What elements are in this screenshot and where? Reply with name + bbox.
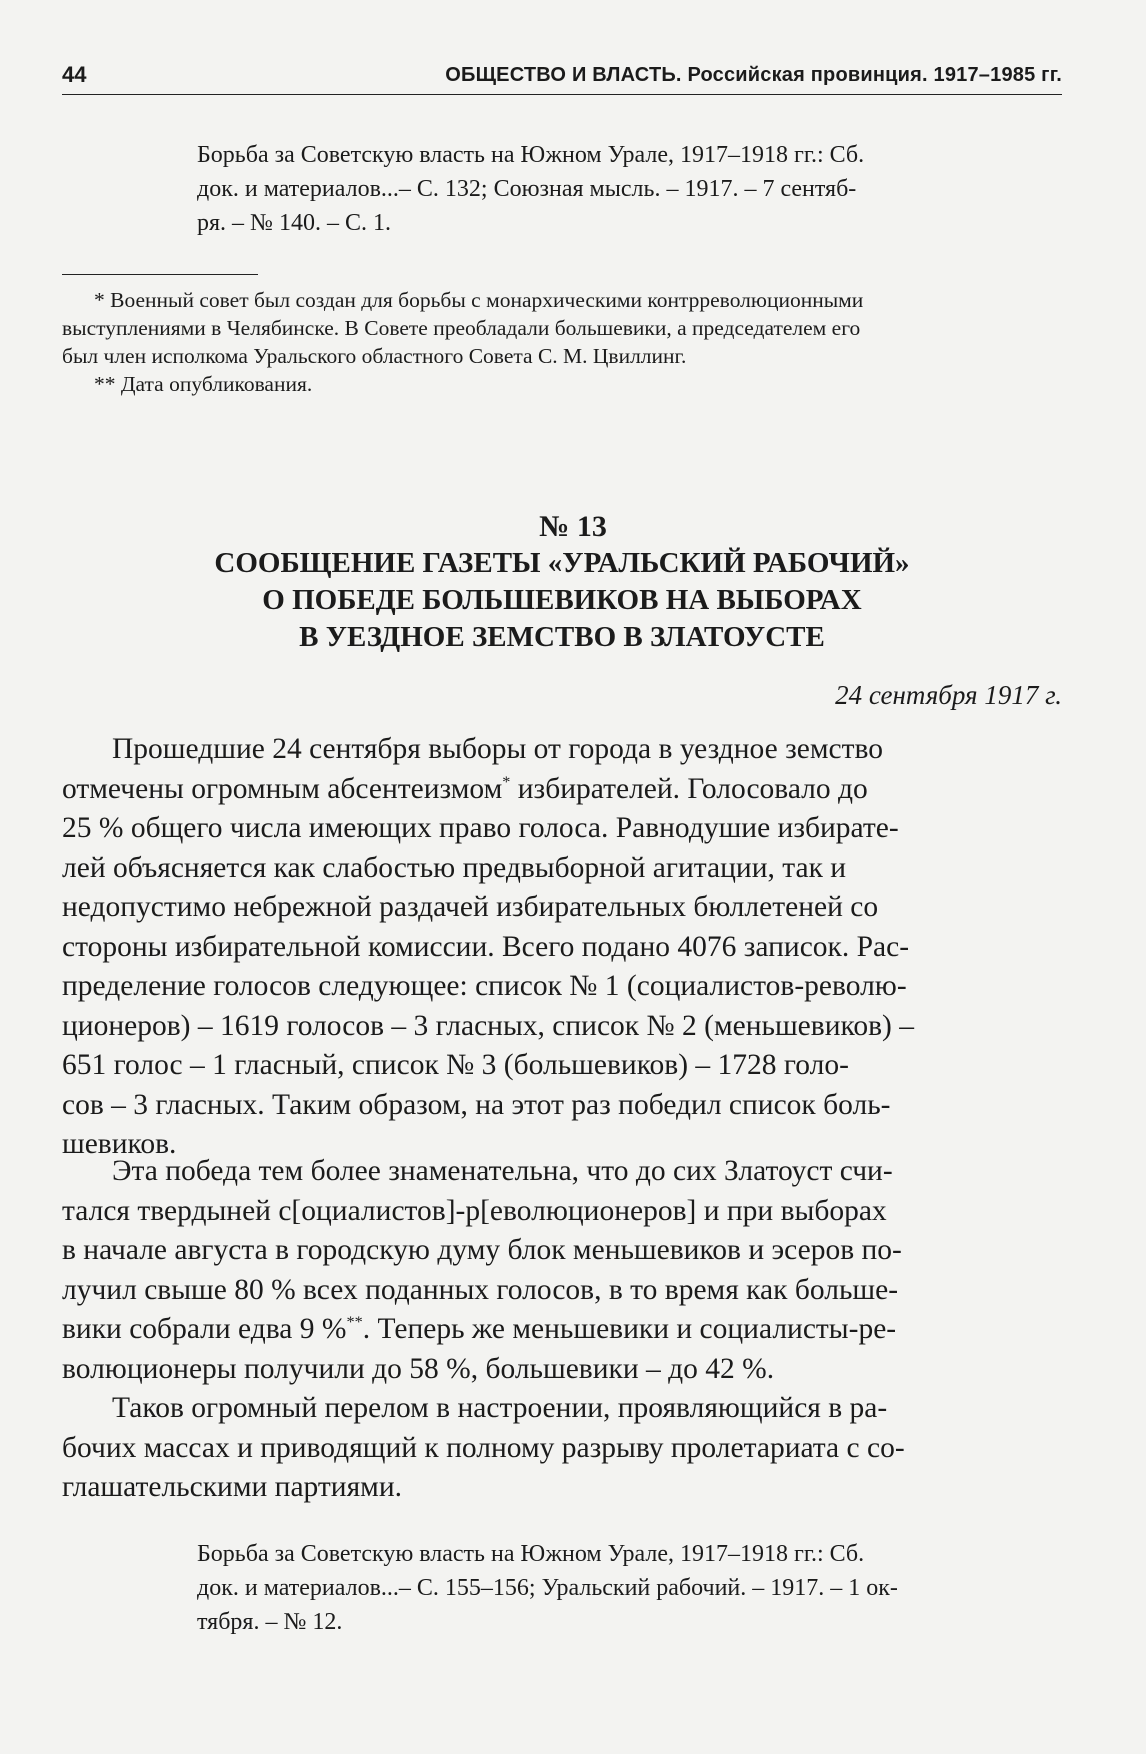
text-line: 25 % общего числа имеющих право голоса. Равнодушие избирате- bbox=[62, 812, 899, 844]
text-line: лей объясняется как слабостью предвыборной агитации, так и bbox=[62, 851, 847, 884]
source-line: док. и материалов...– С. 132; Союзная мысль. – 1917. – 7 сентяб- bbox=[197, 176, 857, 202]
document-date: 24 сентября 1917 г. bbox=[835, 680, 1062, 710]
page-number: 44 bbox=[62, 62, 87, 87]
text-line bbox=[62, 1310, 1058, 1350]
paragraph-2 bbox=[62, 1152, 1058, 1389]
text-line: Таков огромный перелом в настроении, проявляющийся в ра- bbox=[112, 1392, 888, 1424]
text-line: волюционеры получили до 58 %, большевики – до 42 %. bbox=[62, 1352, 775, 1385]
document-number: № 13 bbox=[539, 510, 607, 543]
paragraph-3 bbox=[62, 1389, 1058, 1508]
running-header bbox=[62, 58, 1062, 95]
source-line: Борьба за Советскую власть на Южном Урале, 1917–1918 гг.: Сб. bbox=[197, 142, 865, 168]
text-line: Прошедшие 24 сентября выборы от города в уездное земство bbox=[112, 733, 884, 765]
text-line: в начале августа в городскую думу блок меньшевиков и эсеров по- bbox=[62, 1234, 902, 1266]
text-line: ционеров) – 1619 голосов – 3 гласных, список № 2 (меньшевиков) – bbox=[62, 1009, 914, 1042]
text-line: Эта победа тем более знаменательна, что до сих Златоуст счи- bbox=[112, 1155, 893, 1187]
footnote-divider bbox=[62, 274, 258, 275]
paragraph-1 bbox=[62, 730, 1058, 1165]
text-line: тался твердыней с[оциалистов]-р[еволюционеров] и при выборах bbox=[62, 1194, 887, 1227]
source-line: ря. – № 140. – С. 1. bbox=[197, 210, 391, 236]
footnote-marker: ** bbox=[346, 1313, 363, 1332]
text-line: сов – 3 гласных. Таким образом, на этот раз победил список боль- bbox=[62, 1088, 891, 1121]
text-line: 651 голос – 1 гласный, список № 3 (большевиков) – 1728 голо- bbox=[62, 1049, 849, 1081]
text-span: . Теперь же меньшевики и социалисты-ре- bbox=[362, 1313, 897, 1345]
running-title: ОБЩЕСТВО И ВЛАСТЬ. Российская провинция. 1917–1985 гг. bbox=[445, 64, 1062, 86]
text-span: отмечены огромным абсентеизмом bbox=[62, 772, 503, 805]
document-title bbox=[62, 545, 1062, 656]
text-line: шевиков. bbox=[62, 1128, 177, 1160]
title-line: СООБЩЕНИЕ ГАЗЕТЫ «УРАЛЬСКИЙ РАБОЧИЙ» bbox=[214, 547, 910, 579]
footnote-line: выступлениями в Челябинске. В Совете преобладали большевики, а председателем его bbox=[62, 316, 861, 340]
footnote-line: ** Дата опубликования. bbox=[94, 372, 313, 396]
source-line: тября. – № 12. bbox=[197, 1609, 343, 1635]
footnote-line: * Военный совет был создан для борьбы с монархическими контрреволюционными bbox=[94, 288, 864, 312]
text-line: лучил свыше 80 % всех поданных голосов, в то время как больше- bbox=[62, 1273, 899, 1306]
footnote-line: был член исполкома Уральского областного Совета С. М. Цвиллинг. bbox=[62, 344, 687, 368]
source-citation-top bbox=[197, 138, 1057, 240]
text-line: глашательскими партиями. bbox=[62, 1471, 402, 1503]
title-line: В УЕЗДНОЕ ЗЕМСТВО В ЗЛАТОУСТЕ bbox=[299, 621, 825, 653]
source-line: Борьба за Советскую власть на Южном Урале, 1917–1918 гг.: Сб. bbox=[197, 1541, 865, 1567]
text-line: пределение голосов следующее: список № 1 (социалистов-револю- bbox=[62, 970, 907, 1002]
footnote-marker: * bbox=[502, 772, 511, 791]
title-line: О ПОБЕДЕ БОЛЬШЕВИКОВ НА ВЫБОРАХ bbox=[262, 584, 862, 616]
text-line: недопустимо небрежной раздачей избирательных бюллетеней со bbox=[62, 891, 879, 923]
text-line: стороны избирательной комиссии. Всего подано 4076 записок. Рас- bbox=[62, 930, 910, 963]
text-span: вики собрали едва 9 % bbox=[62, 1313, 347, 1345]
text-line: бочих массах и приводящий к полному разрыву пролетариата с со- bbox=[62, 1431, 905, 1464]
source-line: док. и материалов...– С. 155–156; Уральский рабочий. – 1917. – 1 ок- bbox=[197, 1575, 898, 1601]
footnotes bbox=[62, 286, 1058, 398]
source-citation-bottom bbox=[197, 1537, 1057, 1639]
text-line bbox=[62, 770, 1058, 810]
text-span: избирателей. Голосовало до bbox=[510, 772, 868, 805]
